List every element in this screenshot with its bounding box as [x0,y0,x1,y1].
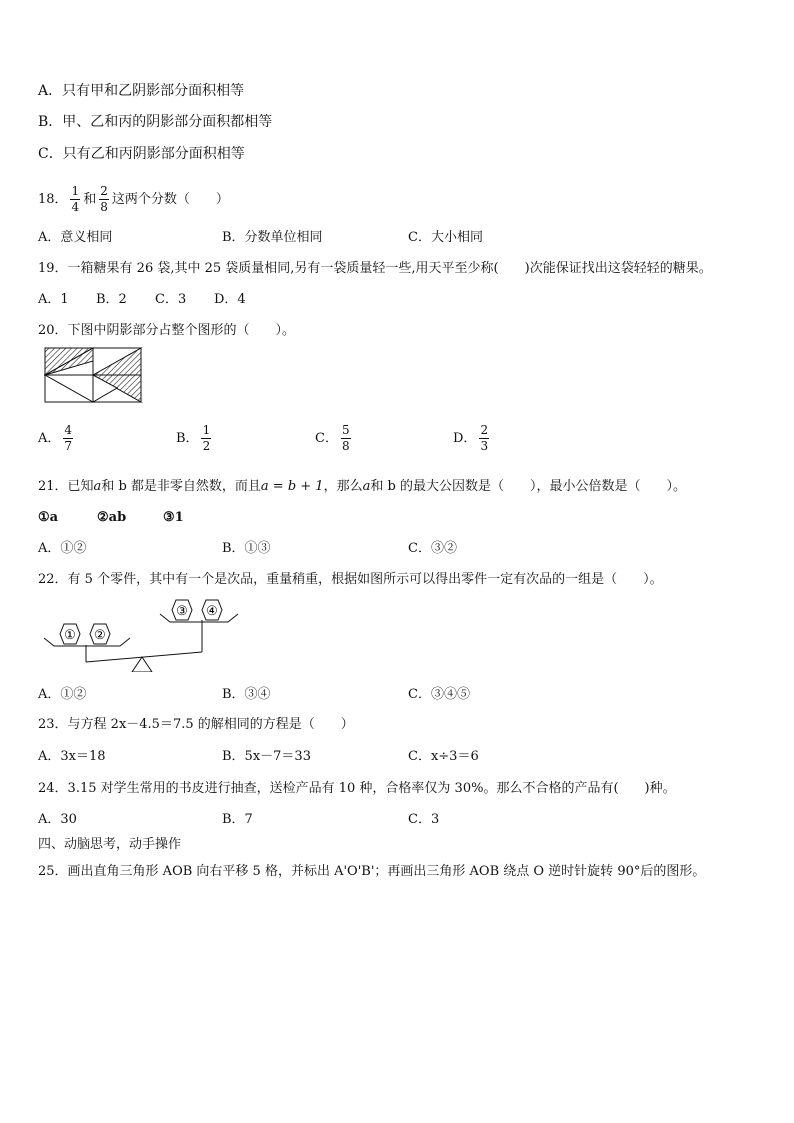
q17-option-b: B．甲、乙和丙的阴影部分面积都相等 [38,114,273,130]
q17-option-c: C．只有乙和丙阴影部分面积相等 [38,146,245,162]
q22-part-2: ② [94,628,106,643]
q22-part-1: ① [64,628,76,643]
q22-option-b: B．③④ [222,687,271,702]
q19-option-b: B．2 [96,292,127,307]
q20-option-d-denominator: 3 [480,439,489,453]
q20-option-c-numerator: 5 [341,423,350,437]
q22-option-a: A．①② [38,687,87,702]
q20-option-c-denominator: 8 [341,439,350,453]
q21-option-c: C．③② [408,541,457,556]
q22-part-4: ④ [206,604,218,619]
q19-option-d: D．4 [214,292,246,307]
q20-option-d-numerator: 2 [480,423,489,437]
q22-question: 22．有 5 个零件，其中有一个是次品，重量稍重，根据如图所示可以得出零件一定有次品的一组是（ ）。 [38,572,663,587]
q20-option-b-label: B． [176,431,199,446]
q18-option-c: C．大小相同 [408,230,483,245]
q20-option-a-denominator: 7 [64,439,73,453]
q24-option-b: B．7 [222,812,253,827]
q21-suffix: 和 b 的最大公因数是（ ），最小公倍数是（ ）。 [370,479,686,494]
q19-option-a: A．1 [38,292,69,307]
q19-option-c: C．3 [155,292,187,307]
q20-shaded-figure [44,347,144,403]
q23-option-a: A．3x＝18 [38,749,106,764]
q18-connector: 和 [83,192,97,207]
q18-frac1-denominator: 4 [71,200,80,214]
q18-option-b: B．分数单位相同 [222,230,323,245]
q24-option-a: A．30 [38,812,77,827]
q21-option-a: A．①② [38,541,87,556]
q22-balance-scale [42,598,242,672]
q18-frac1-numerator: 1 [71,184,80,198]
q20-option-d [453,422,492,456]
q20-option-a-label: A． [38,431,61,446]
q18-frac2-numerator: 2 [100,184,108,198]
q21-prefix: 21．已知 [38,479,94,494]
q25-question: 25．画出直角三角形 AOB 向右平移 5 格，并标出 A'O'B'；再画出三角形 AOB 绕点 O 逆时针旋转 90°后的图形。 [38,864,706,879]
q18-frac2-denominator: 8 [100,200,108,214]
q24-question: 24．3.15 对学生常用的书皮进行抽查，送检产品有 10 种，合格率仅为 30%。那么不合格的产品有( )种。 [38,781,676,796]
q23-option-c: C．x÷3＝6 [408,749,479,764]
q20-option-a-numerator: 4 [64,423,73,437]
q20-option-c-label: C． [315,431,338,446]
q18-fraction-1 [70,185,82,214]
q24-option-c: C．3 [408,812,440,827]
section-4-heading: 四、动脑思考，动手操作 [38,837,182,852]
q20-option-b [176,422,214,456]
q20-option-c [315,422,354,456]
q20-option-b-numerator: 1 [202,423,211,437]
q20-option-d-label: D． [453,431,477,446]
q21-var-a2: a [362,479,371,494]
q20-option-a [38,422,76,456]
q21-mid2: ，那么 [323,479,363,494]
q21-choice-3: ③1 [163,510,184,525]
q18-text: 这两个分数（ ） [111,192,229,207]
q23-question: 23．与方程 2x－4.5＝7.5 的解相同的方程是（ ） [38,717,354,732]
q22-part-3: ③ [176,604,188,619]
q20-option-b-denominator: 2 [202,439,211,453]
q21-question [38,478,686,496]
q21-choice-2: ②ab [97,510,127,525]
q20-question: 20．下图中阴影部分占整个图形的（ ）。 [38,323,296,338]
q18-question [38,184,229,216]
q17-option-a: A．只有甲和乙阴影部分面积相等 [38,83,245,99]
q18-option-a: A．意义相同 [38,230,113,245]
q21-choice-1: ①a [38,510,59,525]
q18-fraction-2 [98,185,110,214]
q21-var-a: a [93,479,102,494]
q23-option-b: B．5x－7＝33 [222,749,311,764]
q21-option-b: B．①③ [222,541,271,556]
q21-mid1: 和 b 都是非零自然数，而且 [101,479,261,494]
q22-option-c: C．③④⑤ [408,687,470,702]
q18-number: 18． [38,192,68,207]
q21-equation: a = b + 1 [260,479,324,494]
q19-question: 19．一箱糖果有 26 袋,其中 25 袋质量相同,另有一袋质量轻一些,用天平至少称( )次能保证找出这袋轻轻的糖果。 [38,261,712,276]
